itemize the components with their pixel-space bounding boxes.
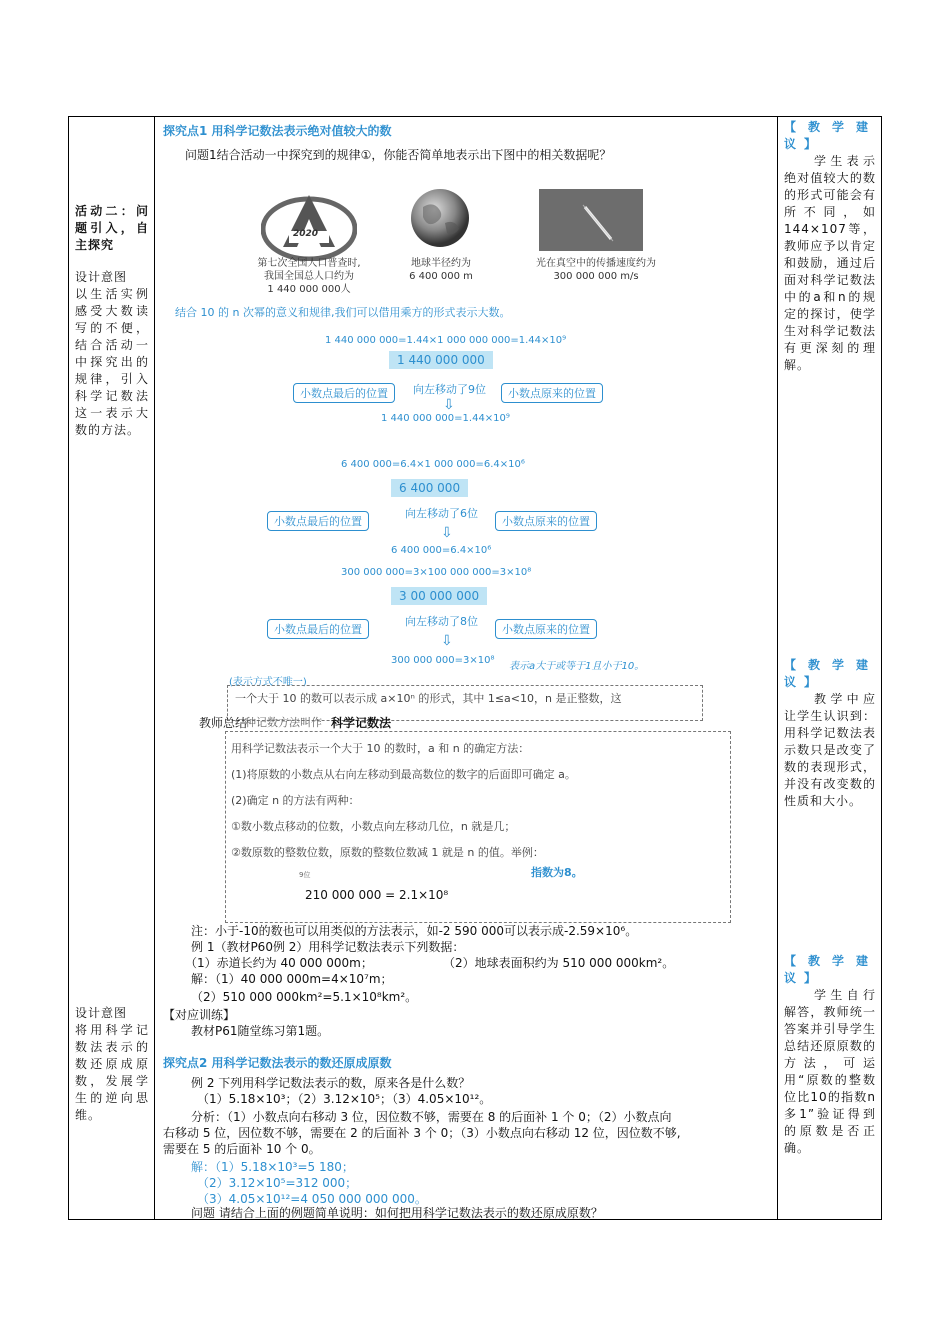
- flow3-bottom-equation: 300 000 000=3×10⁸: [391, 655, 495, 666]
- sci-notation-term: 科学记数法: [331, 716, 392, 730]
- intent-text-2: 将用科学记数法表示的数还原成原数，发展学生的逆向思维。: [75, 1023, 149, 1122]
- intent-text-1: 以生活实例感受大数读写的不便，结合活动一中探究出的规律，引入科学记数法这一表示大数的方法。: [75, 287, 149, 437]
- training-text: 教材P61随堂练习第1题。: [191, 1024, 330, 1038]
- flow1-number-text: 1 440 000 000: [389, 351, 493, 369]
- example-1: 例 1（教材P60例 2）用科学记数法表示下列数据：: [191, 940, 465, 954]
- solution-2c: （3）4.05×10¹²=4 050 000 000 000。: [197, 1192, 427, 1206]
- caption-light-line1: 光在真空中的传播速度约为: [536, 258, 656, 269]
- teacher-summary: 教师总结: [199, 716, 248, 730]
- lesson-table: [68, 116, 882, 1220]
- solution-2b: （2）3.12×10⁵=312 000；: [197, 1176, 358, 1190]
- note-negative: 注：小于-10的数也可以用类似的方法表示，如-2 590 000可以表示成-2.59×10⁶。: [191, 924, 638, 938]
- advice-title-1: 【教学建议】: [784, 120, 876, 151]
- advice-text-1: 学生表示绝对值较大的数的形式可能会有所不同，如144×107等，教师应予以肯定和鼓励，通过后面对科学记数法中的a和n的规定的探讨，使学生对科学记数法有更深刻的理解。: [784, 154, 876, 372]
- flow3-down-arrow-icon: ⇩: [441, 633, 453, 649]
- example-1a: （1）赤道长约为 40 000 000m；: [185, 956, 373, 970]
- intent-label-2: 设计意图: [75, 1006, 128, 1020]
- solution-1a: 解：（1）40 000 000m=4×10⁷m；: [191, 972, 393, 986]
- flow2-right-label: 小数点原来的位置: [495, 511, 597, 531]
- caption-population-line2: 我国全国总人口约为: [264, 271, 354, 282]
- logo-year: 2020: [293, 229, 319, 239]
- activity-title: 活动二：问题引入，自主探究: [75, 204, 149, 252]
- flow2-bottom-equation: 6 400 000=6.4×10⁶: [391, 545, 492, 556]
- solution-1b: （2）510 000 000km²=5.1×10⁸km²。: [191, 990, 418, 1004]
- example-exponent: 指数为8。: [531, 866, 583, 879]
- flow1-top-equation: 1 440 000 000=1.44×1 000 000 000=1.44×10⁹: [325, 335, 567, 346]
- flow2-number-text: 6 400 000: [391, 479, 468, 497]
- census-logo: [261, 189, 357, 261]
- analysis-line-2: 右移动 5 位，因位数不够，需要在 2 的后面补 3 个 0；（3）小数点向右移动 12 位，因位数不够,: [163, 1126, 681, 1140]
- flow2-number: [391, 481, 468, 495]
- flow3-move: 向左移动了8位: [405, 615, 478, 628]
- example-2: 例 2 下列用科学记数法表示的数，原来各是什么数？: [191, 1076, 471, 1090]
- flow2-down-arrow-icon: ⇩: [441, 525, 453, 541]
- caption-light: [521, 257, 671, 283]
- left-column: [69, 117, 155, 1219]
- flow2-move: 向左移动了6位: [405, 507, 478, 520]
- example-equation: 210 000 000 = 2.1×10⁸: [305, 888, 449, 902]
- example-digits: 9位: [299, 871, 311, 879]
- caption-population-line1: 第七次全国人口普查时,: [257, 258, 361, 269]
- definition-line: 一个大于 10 的数可以表示成 a×10ⁿ 的形式，其中 1≤a<10，n 是正整数，这: [235, 692, 622, 705]
- flow3-left-label: 小数点最后的位置: [267, 619, 369, 639]
- method-step-1: (1)将原数的小数点从右向左移动到最高数位的数字的后面即可确定 a。: [231, 768, 576, 781]
- method-step-2a: ①数小数点移动的位数，小数点向左移动几位，n 就是几；: [231, 820, 516, 833]
- flow1-right-label: 小数点原来的位置: [501, 383, 603, 403]
- flow2-left-label: 小数点最后的位置: [267, 511, 369, 531]
- flow1-left-label: 小数点最后的位置: [293, 383, 395, 403]
- question-end: 问题 请结合上面的例题简单说明：如何把用科学记数法表示的数还原成原数？: [191, 1206, 603, 1220]
- flow3-number: [391, 589, 487, 603]
- flow3-right-label: 小数点原来的位置: [495, 619, 597, 639]
- caption-earth: [391, 257, 491, 283]
- caption-population-line3: 1 440 000 000人: [267, 284, 351, 295]
- flow1-number: [389, 353, 493, 367]
- analysis-line-3: 需要在 5 的后面补 10 个 0。: [163, 1142, 321, 1156]
- main-column: [155, 117, 777, 1219]
- advice-title-3: 【教学建议】: [784, 954, 876, 985]
- lead-sentence: 结合 10 的 n 次幂的意义和规律,我们可以借用乘方的形式表示大数。: [175, 306, 511, 319]
- method-step-2: (2)确定 n 的方法有两种：: [231, 794, 360, 807]
- section-1-title: 探究点1 用科学记数法表示绝对值较大的数: [163, 124, 392, 138]
- training-title: 【对应训练】: [163, 1008, 236, 1022]
- flow2-top-equation: 6 400 000=6.4×1 000 000=6.4×10⁶: [341, 459, 525, 470]
- example-1b: （2）地球表面积约为 510 000 000km²。: [443, 956, 675, 970]
- caption-light-line2: 300 000 000 m/s: [553, 271, 639, 282]
- advice-text-2: 教学中应让学生认识到：用科学记数法表示数只是改变了数的表现形式，并没有改变数的性质和大小。: [784, 692, 876, 808]
- caption-earth-line1: 地球半径约为: [411, 258, 471, 269]
- advice-text-3: 学生自行解答，教师统一答案并引导学生总结还原原数的方法，可运用“原数的整数位比10的指数n多1”验证得到的原数是否正确。: [784, 988, 876, 1155]
- flow1-bottom-equation: 1 440 000 000=1.44×10⁹: [381, 413, 510, 424]
- light-beam-image: [539, 189, 643, 251]
- definition-line-2: 种记数方法叫作: [245, 716, 322, 729]
- right-column: [777, 117, 881, 1219]
- note-a-range: 表示a大于或等于1且小于10。: [509, 661, 645, 672]
- section-2-title: 探究点2 用科学记数法表示的数还原成原数: [163, 1056, 392, 1070]
- intent-label-1: 设计意图: [75, 270, 128, 284]
- solution-2a: 解：（1）5.18×10³=5 180；: [191, 1160, 354, 1174]
- caption-earth-line2: 6 400 000 m: [409, 271, 473, 282]
- flow3-number-text: 3 00 000 000: [391, 587, 487, 605]
- flow1-down-arrow-icon: ⇩: [443, 397, 455, 413]
- question-1: 问题1结合活动一中探究到的规律①，你能否简单地表示出下图中的相关数据呢？: [185, 148, 612, 162]
- analysis-line-1: 分析：（1）小数点向右移动 3 位，因位数不够，需要在 8 的后面补 1 个 0；（2）小数点向: [191, 1110, 672, 1124]
- method-title: 用科学记数法表示一个大于 10 的数时，a 和 n 的确定方法：: [231, 742, 530, 755]
- flow3-top-equation: 300 000 000=3×100 000 000=3×10⁸: [341, 567, 532, 578]
- earth-image: [409, 187, 471, 249]
- flow1-move: 向左移动了9位: [413, 383, 486, 396]
- advice-title-2: 【教学建议】: [784, 658, 876, 689]
- note-not-unique: (表示方式不唯一): [229, 677, 307, 688]
- caption-population: [239, 257, 379, 296]
- example-2-items: （1）5.18×10³；（2）3.12×10⁵；（3）4.05×10¹²。: [197, 1092, 492, 1106]
- method-step-2b: ②数原数的整数位数，原数的整数位数减 1 就是 n 的值。举例：: [231, 846, 544, 859]
